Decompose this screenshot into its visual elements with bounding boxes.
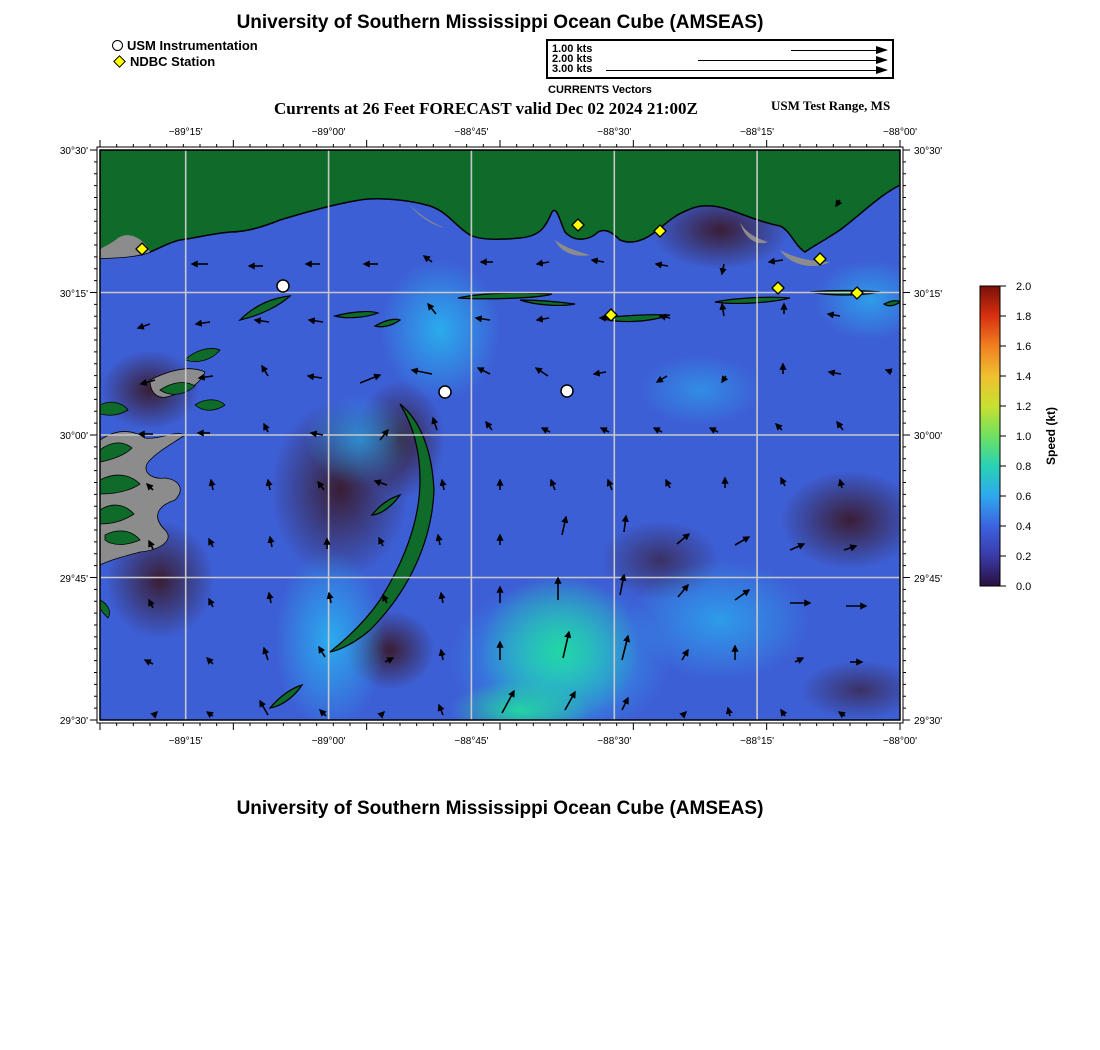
vector-scale-caption: CURRENTS Vectors	[548, 84, 652, 96]
usm-instrument-marker[interactable]	[277, 280, 289, 292]
map-title: University of Southern Mississippi Ocean Cube (AMSEAS)	[236, 12, 764, 33]
lon-tick-label: −88°00'	[883, 127, 917, 138]
lon-tick-label: −89°15'	[168, 736, 203, 747]
colorbar-tick-label: 0.6	[1016, 491, 1032, 503]
colorbar-tick-label: 0.8	[1016, 461, 1032, 473]
lat-tick-label: 29°45'	[914, 574, 943, 585]
lat-labels-right	[914, 146, 942, 727]
legend-ndbc-label: NDBC Station	[130, 53, 216, 69]
scale-label-2: 2.00 kts	[552, 53, 593, 65]
lon-tick-label: −89°00'	[311, 736, 346, 747]
colorbar-gradient	[980, 286, 1000, 586]
usm-instrument-marker[interactable]	[439, 386, 451, 398]
colorbar-tick-label: 0.4	[1016, 521, 1032, 533]
lat-tick-label: 30°15'	[59, 289, 88, 300]
lon-labels-bottom	[169, 736, 917, 747]
lon-labels-top	[169, 127, 917, 138]
lon-tick-label: −88°15'	[740, 736, 775, 747]
lat-tick-label: 30°30'	[914, 146, 943, 157]
lon-tick-label: −88°45'	[454, 736, 489, 747]
footer-title: University of Southern Mississippi Ocean Cube (AMSEAS)	[236, 798, 764, 819]
lon-tick-label: −88°00'	[883, 736, 917, 747]
lat-tick-label: 29°30'	[59, 716, 88, 727]
lat-tick-label: 30°15'	[914, 289, 943, 300]
colorbar-tick-label: 1.0	[1016, 431, 1032, 443]
colorbar-tick-label: 1.4	[1016, 371, 1032, 383]
lon-tick-label: −88°45'	[454, 127, 489, 138]
legend-usm-label: USM Instrumentation	[127, 37, 258, 53]
colorbar-tick-label: 0.2	[1016, 551, 1032, 563]
lon-tick-label: −88°30'	[597, 127, 632, 138]
speed-colorbar	[980, 281, 1058, 593]
colorbar-tick-label: 1.2	[1016, 401, 1032, 413]
colorbar-tick-label: 1.8	[1016, 311, 1032, 323]
lon-tick-label: −88°30'	[597, 736, 632, 747]
lat-tick-label: 30°30'	[59, 146, 88, 157]
lon-tick-label: −89°00'	[311, 127, 346, 138]
usm-instrument-marker[interactable]	[561, 385, 573, 397]
range-label: USM Test Range, MS	[771, 98, 891, 113]
lat-tick-label: 29°45'	[59, 574, 88, 585]
colorbar-title: Speed (kt)	[1044, 406, 1058, 466]
scale-label-1: 1.00 kts	[552, 43, 593, 55]
map-plot	[100, 150, 925, 740]
scale-label-3: 3.00 kts	[552, 63, 593, 75]
lat-tick-label: 30°00'	[59, 431, 88, 442]
map-subtitle: Currents at 26 Feet FORECAST valid Dec 02 2024 21:00Z	[274, 99, 698, 118]
lon-tick-label: −88°15'	[740, 127, 775, 138]
lat-tick-label: 30°00'	[914, 431, 943, 442]
colorbar-tick-label: 1.6	[1016, 341, 1032, 353]
colorbar-tick-label: 0.0	[1016, 581, 1032, 593]
colorbar-tick-label: 2.0	[1016, 281, 1032, 293]
lat-tick-label: 29°30'	[914, 716, 943, 727]
lat-labels-left	[60, 146, 88, 727]
lon-tick-label: −89°15'	[168, 127, 203, 138]
